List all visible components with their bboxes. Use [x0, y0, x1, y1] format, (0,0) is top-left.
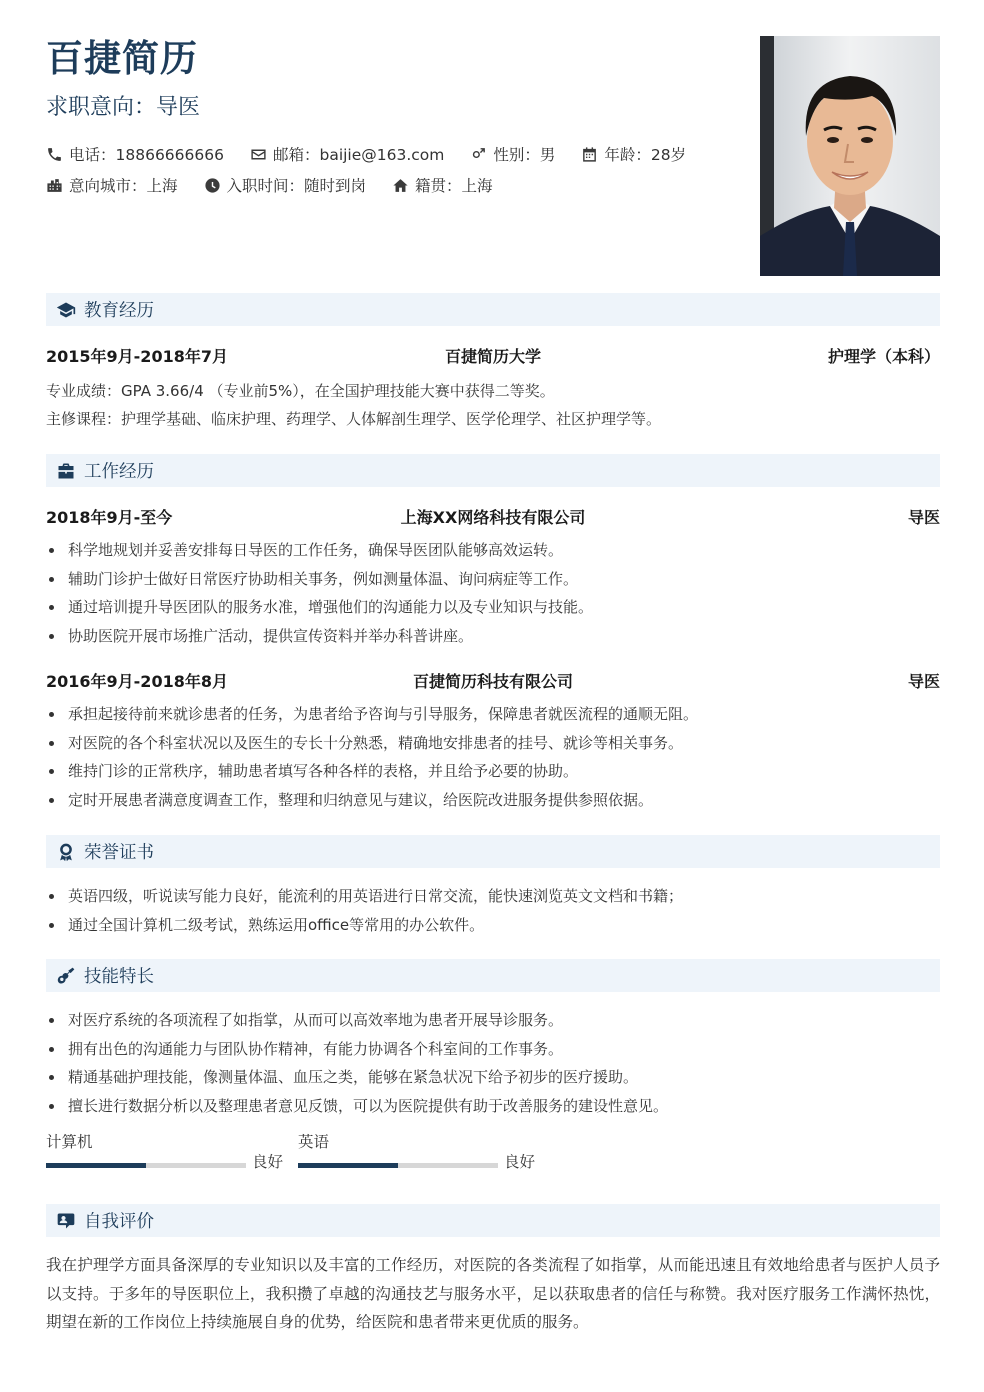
start-time-info — [204, 174, 367, 196]
skill-level-track — [298, 1163, 498, 1168]
skill-level-fill — [298, 1163, 398, 1168]
honors-section-header — [46, 835, 940, 868]
job-duties-list — [46, 700, 698, 814]
education-detail-line: 专业成绩：GPA 3.66/4 （专业前5%），在全国护理技能大赛中获得二等奖。 — [46, 382, 555, 400]
list-item: 擅长进行数据分析以及整理患者意见反馈，可以为医院提供有助于改善服务的建设性意见。 — [46, 1092, 668, 1121]
skill-level-label: 良好 — [504, 1153, 536, 1171]
briefcase-icon — [56, 461, 76, 481]
job-company: 上海XX网络科技有限公司 — [400, 508, 586, 527]
gender-icon — [470, 146, 487, 163]
phone-info — [46, 143, 224, 165]
candidate-name: 百捷简历 — [46, 37, 198, 80]
job-company: 百捷简历科技有限公司 — [412, 672, 573, 691]
list-item: 承担起接待前来就诊患者的任务，为患者给予咨询与引导服务，保障患者就医流程的通顺无阻。 — [46, 700, 698, 729]
gender-info — [470, 143, 555, 165]
education-detail-line: 主修课程：护理学基础、临床护理、药理学、人体解剖生理学、医学伦理学、社区护理学等。 — [46, 410, 662, 428]
job-role: 导医 — [907, 672, 940, 691]
skill-name: 英语 — [298, 1133, 330, 1151]
list-item: 通过培训提升导医团队的服务水准，增强他们的沟通能力以及专业知识与技能。 — [46, 593, 593, 622]
list-item: 定时开展患者满意度调查工作，整理和归纳意见与建议，给医院改进服务提供参照依据。 — [46, 786, 698, 815]
phone-icon — [46, 146, 63, 163]
contact-info-row-1 — [46, 143, 712, 165]
calendar-icon — [581, 146, 598, 163]
education-entry-header — [46, 344, 940, 368]
list-item: 拥有出色的沟通能力与团队协作精神，有能力协调各个科室间的工作事务。 — [46, 1035, 668, 1064]
graduation-cap-icon — [56, 300, 76, 320]
work-section-header — [46, 454, 940, 487]
clock-icon — [204, 177, 221, 194]
job-role: 导医 — [907, 508, 940, 527]
skill-name: 计算机 — [46, 1133, 93, 1151]
age-text: 年龄：28岁 — [604, 146, 687, 164]
home-icon — [392, 177, 409, 194]
job-date: 2018年9月-至今 — [46, 508, 173, 527]
list-item: 英语四级，听说读写能力良好，能流利的用英语进行日常交流，能快速浏览英文文档和书籍； — [46, 882, 683, 911]
gender-text: 性别：男 — [493, 146, 556, 164]
portrait-image — [760, 36, 940, 276]
list-item: 科学地规划并妥善安排每日导医的工作任务，确保导医团队能够高效运转。 — [46, 536, 593, 565]
job-entry-header — [46, 669, 940, 693]
skills-section-header — [46, 959, 940, 992]
honors-list — [46, 882, 683, 939]
email-info — [250, 143, 444, 165]
skill-level-track — [46, 1163, 246, 1168]
education-section-title: 教育经历 — [84, 301, 154, 321]
list-item: 对医疗系统的各项流程了如指掌，从而可以高效率地为患者开展导诊服务。 — [46, 1006, 668, 1035]
start-time-text: 入职时间：随时到岗 — [226, 177, 367, 195]
list-item: 辅助门诊护士做好日常医疗协助相关事务，例如测量体温、询问病症等工作。 — [46, 565, 593, 594]
email-text: 邮箱：baijie@163.com — [272, 146, 445, 164]
skill-level-fill — [46, 1163, 146, 1168]
honors-section-title: 荣誉证书 — [84, 843, 154, 863]
skills-list — [46, 1006, 668, 1120]
guitar-icon — [56, 966, 76, 986]
profile-photo — [760, 36, 940, 276]
self-eval-text: 我在护理学方面具备深厚的专业知识以及丰富的工作经历，对医院的各类流程了如指掌，从而能迅速且有效地给患者与医护人员予以支持。于多年的导医职位上，我积攒了卓越的沟通技艺与服务水平，足以获取患者的信任与称赞。我对医疗服务工作满怀热忱，期望在新的工作岗位上持续施展自身的优势，给医院和患者带来更优质的服务。 — [46, 1256, 940, 1331]
skills-section-title: 技能特长 — [84, 967, 154, 987]
self-eval-section-header — [46, 1204, 940, 1237]
award-icon — [56, 842, 76, 862]
list-item: 通过全国计算机二级考试，熟练运用office等常用的办公软件。 — [46, 911, 683, 940]
list-item: 精通基础护理技能，像测量体温、血压之类，能够在紧急状况下给予初步的医疗援助。 — [46, 1063, 668, 1092]
hometown-info — [392, 174, 493, 196]
job-intent: 求职意向：导医 — [46, 95, 201, 120]
chat-person-icon — [56, 1211, 76, 1231]
job-duties-list — [46, 536, 593, 650]
list-item: 维持门诊的正常秩序，辅助患者填写各种各样的表格，并且给予必要的协助。 — [46, 757, 698, 786]
list-item: 对医院的各个科室状况以及医生的专长十分熟悉，精确地安排患者的挂号、就诊等相关事务。 — [46, 729, 698, 758]
age-info — [581, 143, 686, 165]
phone-text: 电话：18866666666 — [69, 146, 224, 164]
education-section-header — [46, 293, 940, 326]
job-entry-header — [46, 505, 940, 529]
self-eval-section-title: 自我评价 — [84, 1212, 154, 1232]
city-info — [46, 174, 178, 196]
education-date: 2015年9月-2018年7月 — [46, 347, 228, 366]
mail-icon — [250, 146, 267, 163]
city-text: 意向城市：上海 — [69, 177, 178, 195]
skill-level-label: 良好 — [252, 1153, 284, 1171]
city-icon — [46, 177, 63, 194]
work-section-title: 工作经历 — [84, 462, 154, 482]
education-school: 百捷简历大学 — [444, 347, 541, 366]
education-major: 护理学（本科） — [827, 347, 940, 366]
list-item: 协助医院开展市场推广活动，提供宣传资料并举办科普讲座。 — [46, 622, 593, 651]
contact-info-row-2 — [46, 174, 519, 196]
hometown-text: 籍贯：上海 — [415, 177, 493, 195]
job-date: 2016年9月-2018年8月 — [46, 672, 228, 691]
